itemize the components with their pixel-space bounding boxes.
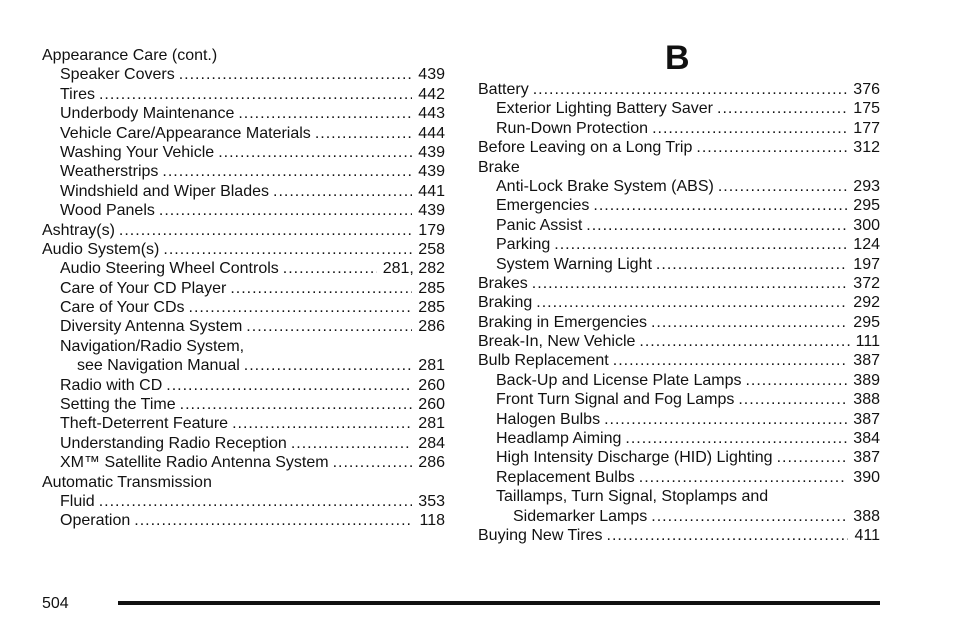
index-entry xyxy=(478,468,880,487)
index-entry xyxy=(478,99,880,118)
index-entry-label: Audio Steering Wheel Controls xyxy=(60,260,279,278)
index-entry-page: 258 xyxy=(418,240,445,258)
index-entry-page: 387 xyxy=(853,410,880,428)
index-entry-label: Sidemarker Lamps xyxy=(513,507,648,525)
dot-leader xyxy=(291,434,412,453)
index-entry xyxy=(42,240,445,259)
dot-leader xyxy=(179,65,413,84)
index-entry xyxy=(478,80,880,99)
index-entry-label: Panic Assist xyxy=(496,216,583,234)
index-entry-page: 441 xyxy=(418,182,445,200)
index-entry-label: Front Turn Signal and Fog Lamps xyxy=(496,391,735,409)
index-entry xyxy=(478,196,880,215)
index-entry xyxy=(42,376,445,395)
dot-leader xyxy=(230,279,412,298)
index-entry xyxy=(478,177,880,196)
index-entry-page: 285 xyxy=(418,279,445,297)
index-entry xyxy=(42,201,445,220)
index-entry-page: 295 xyxy=(853,197,880,215)
index-entry-page: 376 xyxy=(853,81,880,98)
index-entry-label: Ashtray(s) xyxy=(42,221,115,239)
dot-leader xyxy=(554,235,847,254)
index-entry xyxy=(42,221,445,240)
index-entry xyxy=(42,356,445,375)
index-entry-page: 439 xyxy=(418,143,445,161)
index-entry-label: Taillamps, Turn Signal, Stoplamps and xyxy=(496,488,769,506)
index-entry-label: Washing Your Vehicle xyxy=(60,143,215,161)
index-entry xyxy=(42,46,445,65)
index-entry-page: 281, 282 xyxy=(382,260,445,278)
index-entry xyxy=(42,317,445,336)
index-entry xyxy=(478,216,880,235)
index-entry-page: 295 xyxy=(853,313,880,331)
index-entry-label: Diversity Antenna System xyxy=(60,318,243,336)
index-entry xyxy=(478,332,880,351)
index-entry-label: Before Leaving on a Long Trip xyxy=(478,139,693,157)
index-entry-label: Weatherstrips xyxy=(60,163,159,181)
index-entry-label: Back-Up and License Plate Lamps xyxy=(496,371,742,389)
index-entry xyxy=(42,337,445,356)
dot-leader xyxy=(717,99,847,118)
index-entry-label: Bulb Replacement xyxy=(478,352,609,370)
dot-leader xyxy=(651,507,847,526)
index-entry-page: 260 xyxy=(418,376,445,394)
dot-leader xyxy=(134,511,413,530)
index-entry-label: Setting the Time xyxy=(60,396,176,414)
dot-leader xyxy=(189,298,413,317)
dot-leader xyxy=(639,332,849,351)
index-entry-page: 197 xyxy=(853,255,880,273)
index-entry xyxy=(478,487,880,506)
dot-leader xyxy=(159,201,412,220)
index-entry-page: 124 xyxy=(853,236,880,254)
index-entry-page: 372 xyxy=(853,274,880,292)
index-entry-page: 442 xyxy=(418,85,445,103)
index-entry-label: Radio with CD xyxy=(60,376,163,394)
index-entry-page: 260 xyxy=(418,396,445,414)
index-entry-label: Care of Your CD Player xyxy=(60,279,227,297)
index-entry xyxy=(42,259,445,278)
index-entry-label: Wood Panels xyxy=(60,202,155,220)
index-entry-page: 388 xyxy=(853,507,880,525)
index-entry-label: Exterior Lighting Battery Saver xyxy=(496,100,713,118)
dot-leader xyxy=(315,124,412,143)
index-entry-label: Replacement Bulbs xyxy=(496,468,635,486)
dot-leader xyxy=(593,196,847,215)
index-entry-page: 284 xyxy=(418,434,445,452)
index-entry-page: 389 xyxy=(853,371,880,389)
index-entry-label: Understanding Radio Reception xyxy=(60,434,287,452)
dot-leader xyxy=(607,526,849,545)
index-entry-label: Care of Your CDs xyxy=(60,299,185,317)
dot-leader xyxy=(586,216,847,235)
dot-leader xyxy=(696,138,847,157)
dot-leader xyxy=(119,221,412,240)
index-entry-page: 390 xyxy=(853,468,880,486)
index-entry-label: Halogen Bulbs xyxy=(496,410,601,428)
index-entry-page: 285 xyxy=(418,299,445,317)
index-entry-label: see Navigation Manual xyxy=(77,357,240,375)
dot-leader xyxy=(625,429,847,448)
index-entry xyxy=(42,104,445,123)
index-entry xyxy=(478,119,880,138)
index-entry-label: Underbody Maintenance xyxy=(60,105,235,123)
index-entry xyxy=(42,492,445,511)
index-entry xyxy=(42,453,445,472)
index-entry-label: Speaker Covers xyxy=(60,66,175,84)
index-entry xyxy=(42,182,445,201)
dot-leader xyxy=(273,182,412,201)
index-entry-label: Battery xyxy=(478,81,529,98)
index-entry xyxy=(42,143,445,162)
dot-leader xyxy=(333,453,413,472)
index-entry-page: 439 xyxy=(418,202,445,220)
index-entry-page: 286 xyxy=(418,318,445,336)
index-entry-page: 179 xyxy=(418,221,445,239)
index-entry-page: 293 xyxy=(853,177,880,195)
index-entry-page: 439 xyxy=(418,163,445,181)
index-entry xyxy=(478,390,880,409)
footer-rule xyxy=(118,601,880,605)
index-entry xyxy=(478,351,880,370)
index-entry-page: 387 xyxy=(853,352,880,370)
index-entry-page: 312 xyxy=(853,139,880,157)
index-entry xyxy=(478,313,880,332)
index-entry-label: Windshield and Wiper Blades xyxy=(60,182,269,200)
dot-leader xyxy=(718,177,847,196)
dot-leader xyxy=(532,274,848,293)
dot-leader xyxy=(604,410,847,429)
dot-leader xyxy=(238,104,412,123)
dot-leader xyxy=(652,119,847,138)
index-entry-label: Braking xyxy=(478,294,533,312)
index-entry-label: Fluid xyxy=(60,492,95,510)
index-entry-label: Theft-Deterrent Feature xyxy=(60,415,229,433)
index-entry xyxy=(42,414,445,433)
index-entry-label: Anti-Lock Brake System (ABS) xyxy=(496,177,714,195)
page-number: 504 xyxy=(42,595,69,612)
index-column-right xyxy=(478,80,880,545)
index-entry xyxy=(42,298,445,317)
index-entry-page: 444 xyxy=(418,124,445,142)
index-entry-page: 111 xyxy=(855,333,880,351)
index-entry-label: Break-In, New Vehicle xyxy=(478,333,636,351)
dot-leader xyxy=(163,240,412,259)
index-entry-label: Navigation/Radio System, xyxy=(60,337,245,355)
index-entry xyxy=(42,124,445,143)
dot-leader xyxy=(613,351,848,370)
index-entry-page: 177 xyxy=(853,119,880,137)
section-letter-heading: B xyxy=(665,39,690,77)
index-entry xyxy=(478,158,880,177)
index-entry-label: Audio System(s) xyxy=(42,240,160,258)
dot-leader xyxy=(738,390,847,409)
dot-leader xyxy=(656,255,847,274)
dot-leader xyxy=(162,162,412,181)
dot-leader xyxy=(533,80,848,99)
index-entry-page: 443 xyxy=(418,105,445,123)
index-entry xyxy=(478,293,880,312)
index-entry-label: Braking in Emergencies xyxy=(478,313,647,331)
index-entry xyxy=(478,255,880,274)
dot-leader xyxy=(232,414,412,433)
dot-leader xyxy=(99,492,413,511)
index-entry-page: 439 xyxy=(418,66,445,84)
index-entry-label: Run-Down Protection xyxy=(496,119,649,137)
index-entry xyxy=(478,371,880,390)
dot-leader xyxy=(536,293,847,312)
index-entry xyxy=(478,526,880,545)
index-entry xyxy=(42,279,445,298)
index-entry xyxy=(42,162,445,181)
index-entry-page: 388 xyxy=(853,391,880,409)
index-entry xyxy=(478,429,880,448)
index-entry-label: Brakes xyxy=(478,274,528,292)
index-entry-label: Appearance Care (cont.) xyxy=(42,47,218,64)
index-entry-page: 384 xyxy=(853,430,880,448)
index-entry xyxy=(478,410,880,429)
dot-leader xyxy=(218,143,412,162)
index-entry-label: Vehicle Care/Appearance Materials xyxy=(60,124,311,142)
index-entry xyxy=(42,85,445,104)
dot-leader xyxy=(651,313,847,332)
index-entry-label: Automatic Transmission xyxy=(42,473,212,491)
index-entry-page: 286 xyxy=(418,454,445,472)
dot-leader xyxy=(246,317,412,336)
index-entry-page: 281 xyxy=(418,357,445,375)
index-entry-page: 300 xyxy=(853,216,880,234)
index-entry-label: Buying New Tires xyxy=(478,526,603,544)
index-entry xyxy=(42,511,445,530)
index-entry xyxy=(478,274,880,293)
index-entry-page: 175 xyxy=(853,100,880,118)
index-entry-label: XM™ Satellite Radio Antenna System xyxy=(60,454,329,472)
dot-leader xyxy=(777,448,848,467)
index-entry-label: Operation xyxy=(60,512,131,530)
index-entry xyxy=(478,448,880,467)
index-entry-label: High Intensity Discharge (HID) Lighting xyxy=(496,449,773,467)
index-entry-page: 281 xyxy=(418,415,445,433)
index-entry-page: 353 xyxy=(418,492,445,510)
index-entry-page: 411 xyxy=(854,526,880,544)
index-entry-label: System Warning Light xyxy=(496,255,652,273)
index-entry-page: 292 xyxy=(853,294,880,312)
index-entry-page: 387 xyxy=(853,449,880,467)
index-column-left xyxy=(42,46,445,531)
dot-leader xyxy=(166,376,412,395)
index-entry-label: Emergencies xyxy=(496,197,590,215)
index-entry-label: Tires xyxy=(60,85,95,103)
index-entry xyxy=(42,395,445,414)
index-entry-page: 118 xyxy=(419,512,445,530)
index-entry-label: Headlamp Aiming xyxy=(496,430,622,448)
index-entry xyxy=(42,434,445,453)
dot-leader xyxy=(180,395,413,414)
dot-leader xyxy=(244,356,413,375)
index-entry xyxy=(478,507,880,526)
index-entry xyxy=(42,473,445,492)
index-entry xyxy=(478,235,880,254)
dot-leader xyxy=(99,85,412,104)
dot-leader xyxy=(639,468,848,487)
dot-leader xyxy=(745,371,847,390)
index-entry-label: Brake xyxy=(478,158,520,176)
index-entry xyxy=(478,138,880,157)
index-entry-label: Parking xyxy=(496,236,551,254)
dot-leader xyxy=(283,259,377,278)
index-entry xyxy=(42,65,445,84)
